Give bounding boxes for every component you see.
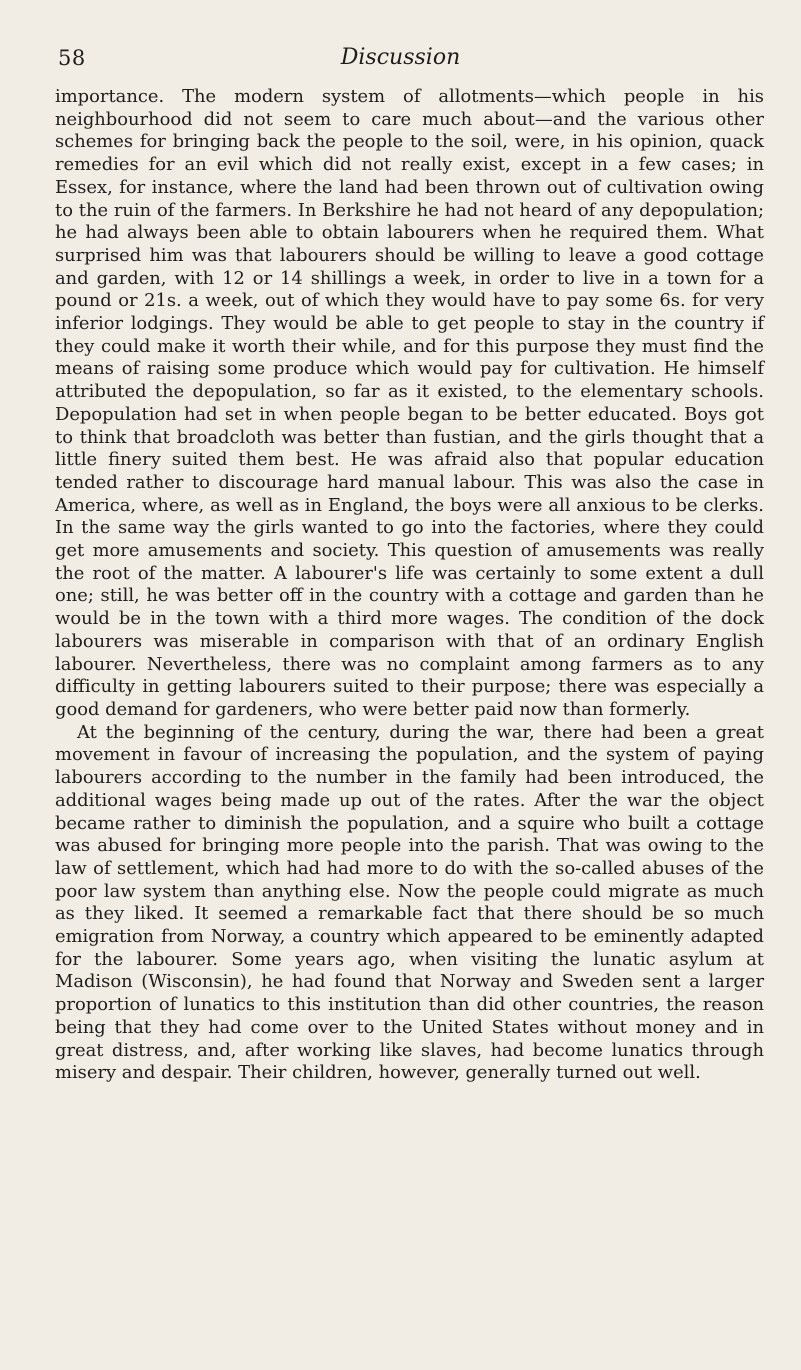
paragraph: importance. The modern system of allotments—which people in his neighbourhood did not seem to care much about—and the various other schemes for bringing back the people to the soil, were, in his opinion, quack remedies for an evil which did not really exist, except in a few cases; in Essex, for instance, where the land had been thrown out of cultivation owing to the ruin of the farmers. In Berkshire he had not heard of any depopulation; he had always been able to obtain labourers when he required them. What surprised him was that labourers should be willing to leave a good cottage and garden, with 12 or 14 shillings a week, in order to live in a town for a pound or 21s. a week, out of which they would have to pay some 6s. for very inferior lodgings. They would be able to get people to stay in the country if they could make it worth their while, and for this purpose they must find the means of raising some produce which would pay for cultivation. He himself attributed the depopulation, so far as it existed, to the elementary schools. Depopulation had set in when people began to be better educated. Boys got to think that broadcloth was better than fustian, and the girls thought that a little finery suited them best. He was afraid also that popular education tended rather to discourage hard manual labour. This was also the case in America, where, as well as in England, the boys were all anxious to be clerks. In the same way the girls wanted to go into the factories, where they could get more amusements and society. This question of amusements was really the root of the matter. A labourer's life was certainly to some extent a dull one; still, he was better off in the country with a cottage and garden than he would be in the town with a third more wages. The condition of the dock labourers was miserable in comparison with that of an ordinary English labourer. Nevertheless, there was no complaint among farmers as to any difficulty in getting labourers suited to their purpose; there was especially a good demand for gardeners, who were better paid now than formerly. <box>55 86 764 720</box>
body-text <box>55 86 764 1085</box>
running-head: Discussion <box>340 45 461 70</box>
page-header <box>0 38 801 78</box>
page-number: 58 <box>58 46 86 70</box>
paragraph: At the beginning of the century, during the war, there had been a great movement in favour of increasing the population, and the system of paying labourers according to the number in the family had been introduced, the additional wages being made up out of the rates. After the war the object became rather to diminish the population, and a squire who built a cottage was abused for bringing more people into the parish. That was owing to the law of settlement, which had had more to do with the so-called abuses of the poor law system than anything else. Now the people could migrate as much as they liked. It seemed a remarkable fact that there should be so much emigration from Norway, a country which appeared to be eminently adapted for the labourer. Some years ago, when visiting the lunatic asylum at Madison (Wisconsin), he had found that Norway and Sweden sent a larger proportion of lunatics to this institution than did other countries, the reason being that they had come over to the United States without money and in great distress, and, after working like slaves, had become lunatics through misery and despair. Their children, however, generally turned out well. <box>55 721 764 1084</box>
